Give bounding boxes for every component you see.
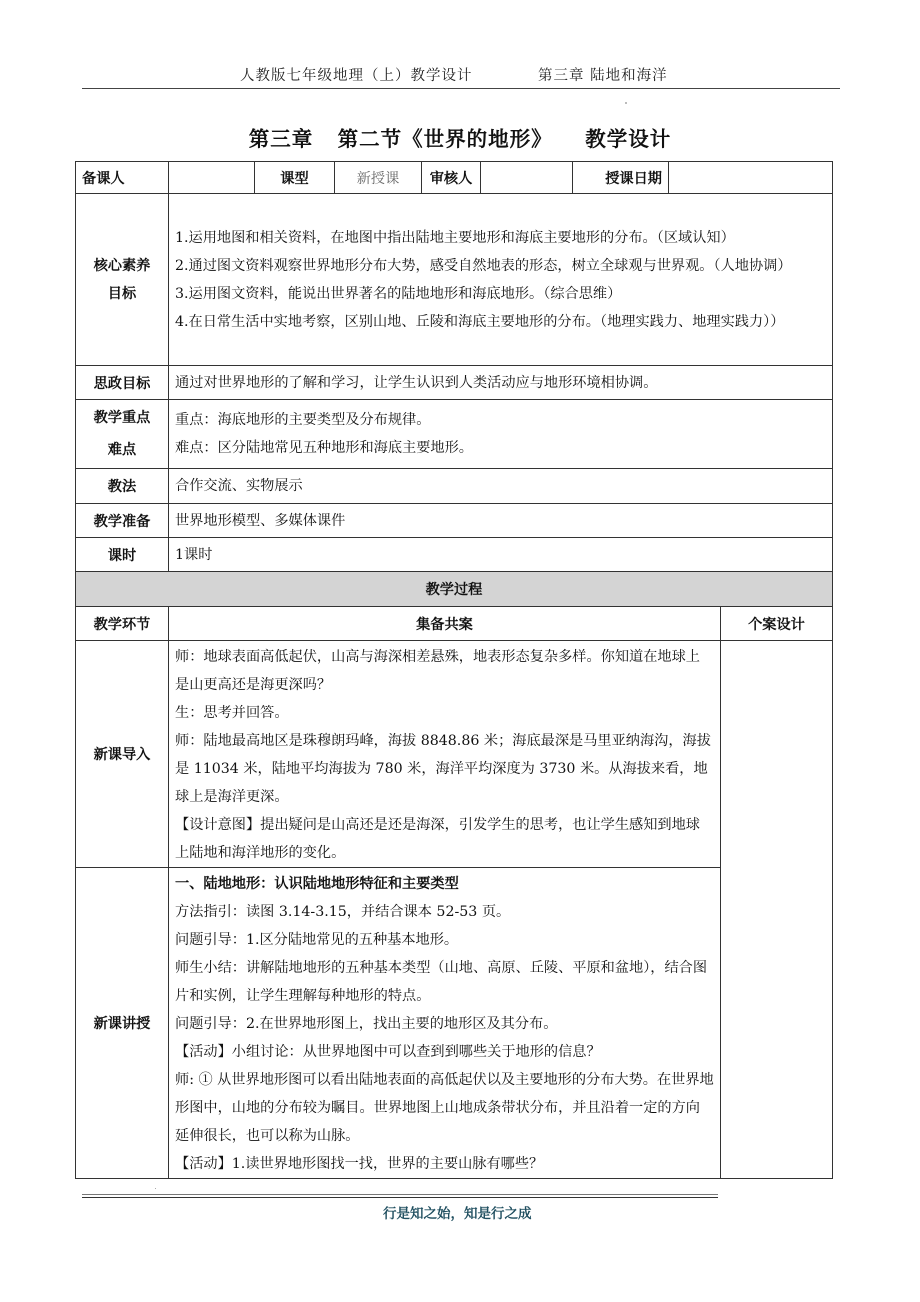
goals-row: [76, 194, 833, 366]
plan-paragraph: 生：思考并回答。: [175, 705, 289, 721]
footer-rule: [82, 1194, 718, 1195]
goals-label-line2: 目标: [107, 285, 137, 302]
process-title-row: [76, 572, 833, 607]
decorative-dot: [625, 102, 627, 104]
ideology-label: 思政目标: [76, 366, 169, 400]
process-row-intro: [76, 641, 833, 868]
decorative-dot: [155, 1188, 156, 1189]
title-chapter: 第三章: [248, 127, 314, 151]
process-header-row: [76, 607, 833, 641]
lesson-plan-table: [75, 161, 833, 1179]
title-section: 第二节《世界的地形》: [337, 127, 553, 151]
key-points-label-line2: 难点: [107, 442, 137, 458]
footer-motto: 行是知之始，知是行之成: [383, 1206, 532, 1222]
preparation-label: 教学准备: [76, 504, 169, 538]
ideology-text: 通过对世界地形的了解和学习，让学生认识到人类活动应与地形环境相协调。: [169, 366, 833, 400]
title-suffix: 教学设计: [585, 127, 672, 151]
plan-paragraph: 问题引导：2.在世界地形图上，找出主要的地形区及其分布。: [175, 1016, 558, 1032]
goals-content: [169, 194, 833, 366]
goal-item: 4.在日常生活中实地考察，区别山地、丘陵和海底主要地形的分布。（地理实践力、地理实践力））: [175, 313, 785, 330]
key-points-row: [76, 400, 833, 469]
stage-label: 新课讲授: [76, 868, 169, 1179]
ideology-row: [76, 366, 833, 400]
running-header: [240, 64, 668, 85]
preparation-text: 世界地形模型、多媒体课件: [169, 504, 833, 538]
running-header-right: 第三章 陆地和海洋: [538, 68, 668, 84]
info-row: [76, 162, 833, 194]
page-title: [0, 122, 920, 152]
key-points-label-line1: 教学重点: [93, 410, 151, 426]
date-label: 授课日期: [573, 162, 669, 194]
plan-paragraph: 【活动】小组讨论：从世界地图中可以查到到哪些关于地形的信息？: [175, 1044, 601, 1060]
running-header-left: 人教版七年级地理（上）教学设计: [240, 68, 473, 84]
goal-item: 1.运用地图和相关资料，在地图中指出陆地主要地形和海底主要地形的分布。（区域认知）: [175, 229, 735, 246]
date-value[interactable]: [669, 162, 833, 194]
col-shared-header: 集备共案: [169, 607, 721, 641]
preparer-label: 备课人: [76, 162, 169, 194]
method-row: [76, 469, 833, 504]
goals-label: [76, 194, 169, 366]
process-section-title: 教学过程: [76, 572, 833, 607]
method-text: 合作交流、实物展示: [169, 469, 833, 504]
reviewer-label: 审核人: [422, 162, 481, 194]
process-row-teaching: [76, 868, 833, 1179]
key-points-label: [76, 400, 169, 469]
hours-label: 课时: [76, 538, 169, 572]
shared-plan-content: [169, 868, 721, 1179]
col-stage-header: 教学环节: [76, 607, 169, 641]
key-point-text: 重点：海底地形的主要类型及分布规律。: [175, 412, 431, 428]
plan-paragraph: 师：地球表面高低起伏，山高与海深相差悬殊，地表形态复杂多样。你知道在地球上是山更高还是海更深吗？: [175, 649, 700, 693]
plan-heading: 一、陆地地形：认识陆地地形特征和主要类型: [175, 876, 459, 892]
plan-paragraph: 师: ① 从世界地形图可以看出陆地表面的高低起伏以及主要地形的分布大势。在世界地形图中，山地的分布较为瞩目。世界地图上山地成条带状分布，并且沿着一定的方向延伸很长，也可以称为山脉。: [175, 1072, 714, 1144]
col-individual-header: 个案设计: [721, 607, 833, 641]
preparer-value[interactable]: [169, 162, 255, 194]
shared-plan-content: [169, 641, 721, 868]
hours-text: 1课时: [169, 538, 833, 572]
goal-item: 2.通过图文资料观察世界地形分布大势，感受自然地表的形态，树立全球观与世界观。（人地协调）: [175, 257, 792, 274]
plan-paragraph: 师生小结：讲解陆地地形的五种基本类型（山地、高原、丘陵、平原和盆地），结合图片和实例，让学生理解每种地形的特点。: [175, 960, 708, 1004]
difficulty-text: 难点：区分陆地常见五种地形和海底主要地形。: [175, 440, 473, 456]
stage-label: 新课导入: [76, 641, 169, 868]
plan-paragraph: 方法指引：读图 3.14-3.15，并结合课本 52-53 页。: [175, 904, 511, 920]
header-rule: [82, 88, 840, 89]
method-label: 教法: [76, 469, 169, 504]
hours-row: [76, 538, 833, 572]
footer-rule: [82, 1197, 718, 1198]
goals-label-line1: 核心素养: [93, 257, 151, 274]
plan-paragraph: 【设计意图】提出疑问是山高还是还是海深，引发学生的思考，也让学生感知到地球上陆地和海洋地形的变化。: [175, 817, 700, 861]
lesson-type-label: 课型: [255, 162, 335, 194]
reviewer-value[interactable]: [481, 162, 573, 194]
plan-paragraph: 【活动】1.读世界地形图找一找，世界的主要山脉有哪些？: [175, 1156, 544, 1172]
lesson-type-value: 新授课: [335, 162, 422, 194]
goal-item: 3.运用图文资料，能说出世界著名的陆地地形和海底地形。（综合思维）: [175, 285, 622, 302]
plan-paragraph: 问题引导：1.区分陆地常见的五种基本地形。: [175, 932, 459, 948]
plan-paragraph: 师：陆地最高地区是珠穆朗玛峰，海拔 8848.86 米；海底最深是马里亚纳海沟，海拔是 11034 米，陆地平均海拔为 780 米，海洋平均深度为 3730 米。从海拔来看，地球上是海洋更深。: [175, 733, 711, 805]
preparation-row: [76, 504, 833, 538]
key-points-content: [169, 400, 833, 469]
individual-design-cell[interactable]: [721, 641, 833, 1179]
